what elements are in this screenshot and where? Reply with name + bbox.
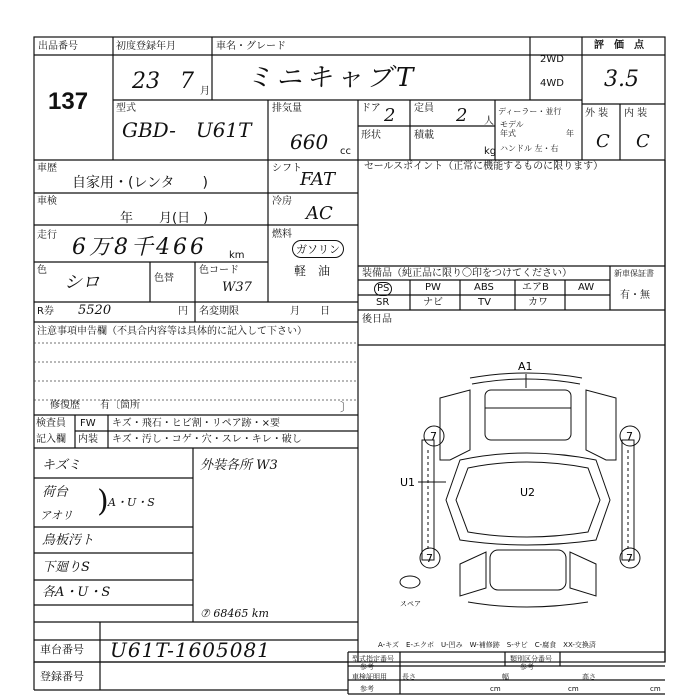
doors-value: 2	[384, 105, 396, 126]
car-diagram	[360, 350, 660, 620]
mark-7-front-left: 7	[430, 430, 437, 443]
cert-label: 車検証明用	[352, 673, 387, 681]
mark-7-front-right: 7	[626, 430, 633, 443]
afterwards-label: 後日品	[362, 314, 392, 325]
displacement-label: 排気量	[272, 103, 302, 114]
lot-number: 137	[48, 88, 89, 115]
color-code-label: 色コード	[199, 265, 239, 276]
brace-mark: )	[97, 484, 109, 519]
exterior-label: 外 装	[585, 108, 609, 119]
entry-label: 記入欄	[36, 434, 66, 445]
repair-bracket: 〕	[340, 400, 353, 414]
fuel-diesel: 軽 油	[294, 264, 331, 278]
odometer-note: ⑦ 68465 km	[200, 607, 269, 620]
mark-u1: U1	[400, 476, 416, 489]
drive-4wd: 4WD	[540, 78, 564, 89]
sales-point-label: セールスポイント（正常に機能するものに限ります）	[364, 161, 604, 172]
first-reg-year: 23	[132, 69, 160, 94]
equip-leather: カワ	[528, 297, 548, 308]
capacity-value: 2	[456, 105, 468, 126]
chassis-value: U61T-1605081	[110, 638, 271, 662]
inspection-label: 車検	[37, 196, 57, 207]
cert-ref: 参考	[360, 685, 374, 693]
width-unit: cm	[568, 685, 579, 693]
model-label: 型式	[116, 103, 136, 114]
recycle-value: 5520	[78, 303, 112, 318]
color-label: 色	[37, 265, 47, 276]
load-label: 積載	[414, 130, 434, 141]
equip-airbag: エアB	[522, 282, 549, 293]
inspection-value: 年 月(日 )	[120, 211, 209, 226]
spare-label: スペア	[400, 600, 421, 608]
damage-legend: A-キズ E-エクボ U-凹み W-補修跡 S-サビ C-腐食 XX-交換済	[378, 641, 596, 649]
displacement-value: 660	[290, 130, 329, 154]
height-unit: cm	[650, 685, 661, 693]
shape-label: 形状	[361, 130, 381, 141]
handle-label: ハンドル 左・右	[500, 144, 559, 153]
int-items: キズ・汚し・コゲ・穴・スレ・キレ・破し	[112, 434, 302, 445]
fw-items: キズ・飛石・ヒビ割・リペア跡・×要	[112, 418, 280, 429]
mark-7-rear-left: 7	[426, 552, 433, 565]
exterior-note: 外装各所 W3	[200, 458, 278, 473]
length-unit: cm	[490, 685, 501, 693]
new-car-label: 新車保証書	[614, 269, 654, 278]
lot-label: 出品番号	[38, 41, 78, 52]
width-label: 幅	[502, 673, 509, 681]
month-unit: 月	[200, 86, 210, 97]
model-value: GBD- U61T	[122, 118, 252, 142]
drive-2wd: 2WD	[540, 54, 564, 65]
deadline-label: 名変期限	[199, 306, 239, 317]
type-spec-label: 型式指定番号	[352, 655, 394, 663]
length-label: 長さ	[402, 673, 416, 681]
dealer-label: ディーラー・並行	[498, 107, 562, 116]
caution-label: 注意事項申告欄（不具合内容等は具体的に記入して下さい）	[37, 326, 307, 337]
shift-value: FAT	[300, 169, 335, 190]
aircon-value: AC	[306, 203, 333, 224]
mileage-label: 走行	[37, 230, 57, 241]
shift-label: シフト	[272, 163, 302, 174]
equip-abs: ABS	[474, 282, 494, 293]
grade-label: 評 価 点	[594, 40, 644, 51]
load-unit: kg	[484, 146, 497, 157]
mileage-value: 6万8千466	[72, 235, 207, 260]
note-line: キズミ	[42, 458, 81, 473]
repair-label: 修復歴 有〔箇所	[50, 400, 140, 411]
mark-7-rear-right: 7	[626, 552, 633, 565]
capacity-unit: 人	[484, 116, 494, 127]
first-reg-month: 7	[180, 69, 194, 94]
note-line: 荷台	[42, 485, 69, 500]
equip-sr: SR	[376, 297, 390, 308]
car-name-label: 車名・グレード	[216, 41, 286, 52]
history-label: 車歴	[37, 163, 57, 174]
interior-value: C	[636, 131, 650, 152]
chassis-label: 車台番号	[40, 643, 84, 656]
aircon-label: 冷房	[272, 196, 292, 207]
model-year-label-2: 年式	[500, 129, 516, 138]
color-value: シロ	[64, 272, 100, 293]
mark-u2: U2	[520, 486, 536, 499]
fuel-gas-circled: ガソリン	[292, 240, 344, 258]
note-line: 下廻りS	[42, 560, 90, 575]
equip-pw: PW	[425, 282, 441, 293]
new-car-value: 有・無	[620, 290, 650, 301]
displacement-unit: cc	[340, 146, 351, 157]
note-line: 鳥板汚ト	[42, 533, 95, 548]
first-reg-label: 初度登録年月	[116, 41, 176, 52]
history-value: 自家用・(レンタ )	[72, 175, 209, 191]
recycle-label: R券	[37, 306, 54, 317]
model-year-label: モデル	[500, 120, 524, 129]
color-code-value: W37	[222, 280, 252, 295]
class-ref: 参考	[520, 663, 534, 671]
equip-ps: PS	[374, 282, 392, 296]
interior-label: 内 装	[624, 108, 648, 119]
color-change-label: 色替	[154, 273, 174, 284]
capacity-label: 定員	[414, 103, 434, 114]
mark-a1: A1	[518, 360, 533, 373]
note-line: A・U・S	[108, 496, 155, 509]
inspector-label: 検査員	[36, 418, 66, 429]
car-name: ミニキャブT	[246, 63, 418, 93]
exterior-value: C	[596, 131, 610, 152]
equip-navi: ナビ	[423, 297, 443, 308]
recycle-unit: 円	[178, 306, 188, 317]
equipment-label: 装備品（純正品に限り〇印をつけてください）	[362, 268, 572, 279]
int-label: 内装	[78, 434, 98, 445]
equip-aw: AW	[578, 282, 595, 293]
equip-tv: TV	[478, 297, 491, 308]
year-unit: 年	[566, 129, 574, 138]
height-label: 高さ	[582, 673, 596, 681]
class-label: 類別区分番号	[510, 655, 552, 663]
type-spec-ref: 参考	[360, 663, 374, 671]
fw-label: FW	[80, 418, 96, 429]
fuel-label: 燃料	[272, 229, 292, 240]
note-line: アオリ	[40, 509, 73, 522]
deadline-value: 月 日	[290, 306, 330, 317]
registration-label: 登録番号	[40, 670, 84, 683]
note-line: 各A・U・S	[42, 585, 111, 600]
doors-label: ドア	[361, 103, 381, 114]
grade-value: 3.5	[604, 67, 639, 92]
mileage-unit: km	[229, 250, 245, 261]
